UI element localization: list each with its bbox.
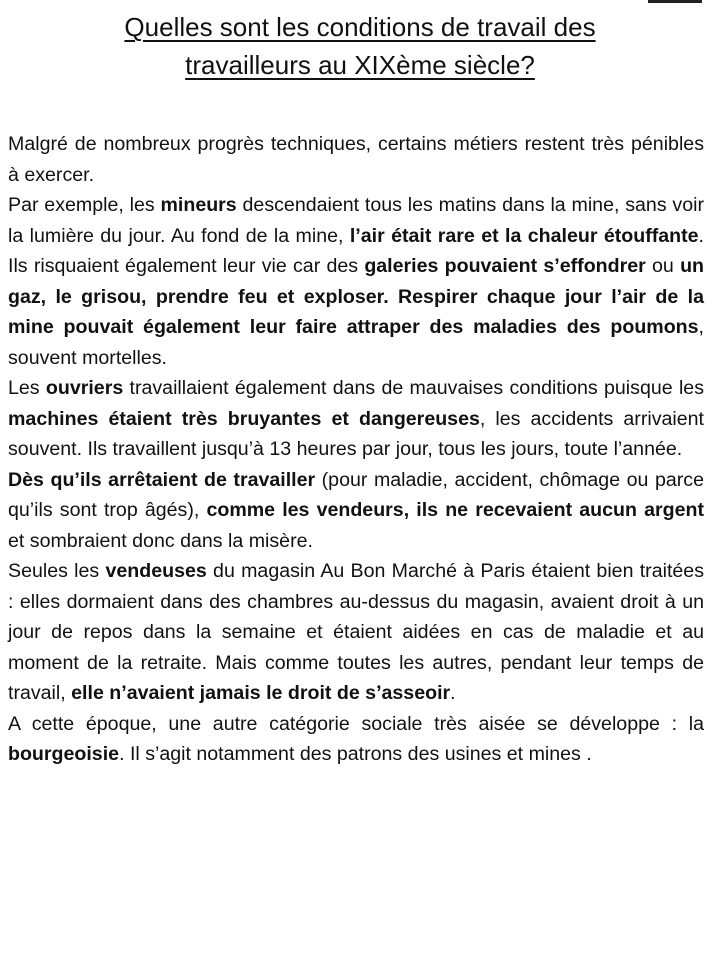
text-run: et sombraient donc dans la misère. bbox=[8, 529, 313, 552]
bold-text-run: vendeuses bbox=[105, 560, 207, 582]
document-body bbox=[8, 129, 704, 770]
bold-text-run: comme les vendeurs, ils ne recevaient aucun argent bbox=[206, 499, 704, 521]
text-run: Les bbox=[8, 377, 46, 399]
bold-text-run: bourgeoisie bbox=[8, 743, 120, 765]
text-run: du magasin Au Bon Marché à Paris étaient bien traitées : elles dormaient dans des chambres au-dessus du magasin, avaient droit à un jour de repos dans la semaine et étaient aidées en cas de maladie et au moment de la retraite. Mais comme toutes les autres, pendant leur temps de travail, bbox=[8, 560, 704, 704]
paragraph bbox=[8, 709, 704, 770]
text-run: ou bbox=[645, 255, 681, 277]
paragraph bbox=[8, 190, 704, 373]
title-line-2: travailleurs au XIXème siècle? bbox=[185, 50, 535, 80]
text-run: A cette époque, une autre catégorie sociale très aisée se développe : la bbox=[8, 712, 704, 735]
text-run: travaillaient également dans de mauvaises conditions puisque les bbox=[123, 377, 704, 399]
scan-edge-mark bbox=[648, 0, 702, 3]
bold-text-run: galeries pouvaient s’effondrer bbox=[364, 255, 646, 277]
text-run: Malgré de nombreux progrès techniques, certains métiers restent très pénibles à exercer. bbox=[8, 133, 704, 186]
bold-text-run: Dès qu’ils arrêtaient de travailler bbox=[8, 468, 316, 491]
bold-text-run: machines étaient très bruyantes et dangereuses bbox=[8, 407, 480, 430]
page-title bbox=[0, 8, 720, 84]
bold-text-run: l’air était rare et la chaleur étouffante bbox=[349, 224, 699, 247]
text-run: . bbox=[450, 682, 456, 704]
text-run: . Il s’agit notamment des patrons des usines et mines . bbox=[119, 743, 592, 765]
text-run: . Ils risquaient également leur vie car des bbox=[8, 224, 704, 277]
text-run: (pour maladie, accident, chômage ou parce qu’ils sont trop âgés), bbox=[8, 468, 704, 521]
bold-text-run: un gaz, le grisou, prendre feu et exploser. Respirer chaque jour l’air de la mine pouvait également leur faire attraper des maladies des poumons bbox=[8, 255, 704, 338]
paragraph bbox=[8, 129, 704, 190]
text-run: Seules les bbox=[8, 560, 106, 582]
paragraph bbox=[8, 465, 704, 557]
bold-text-run: mineurs bbox=[160, 194, 237, 216]
title-line-1: Quelles sont les conditions de travail des bbox=[124, 12, 596, 42]
text-run: , souvent mortelles. bbox=[8, 316, 704, 369]
text-run: , les accidents arrivaient souvent. Ils travaillent jusqu’à 13 heures par jour, tous les jours, toute l’année. bbox=[8, 407, 704, 460]
bold-text-run: ouvriers bbox=[45, 377, 124, 399]
text-run: descendaient tous les matins dans la mine, sans voir la lumière du jour. Au fond de la mine, bbox=[8, 194, 704, 247]
paragraph bbox=[8, 556, 704, 709]
paragraph bbox=[8, 373, 704, 465]
text-run: Par exemple, les bbox=[8, 194, 161, 216]
bold-text-run: elle n’avaient jamais le droit de s’asseoir bbox=[71, 682, 451, 704]
